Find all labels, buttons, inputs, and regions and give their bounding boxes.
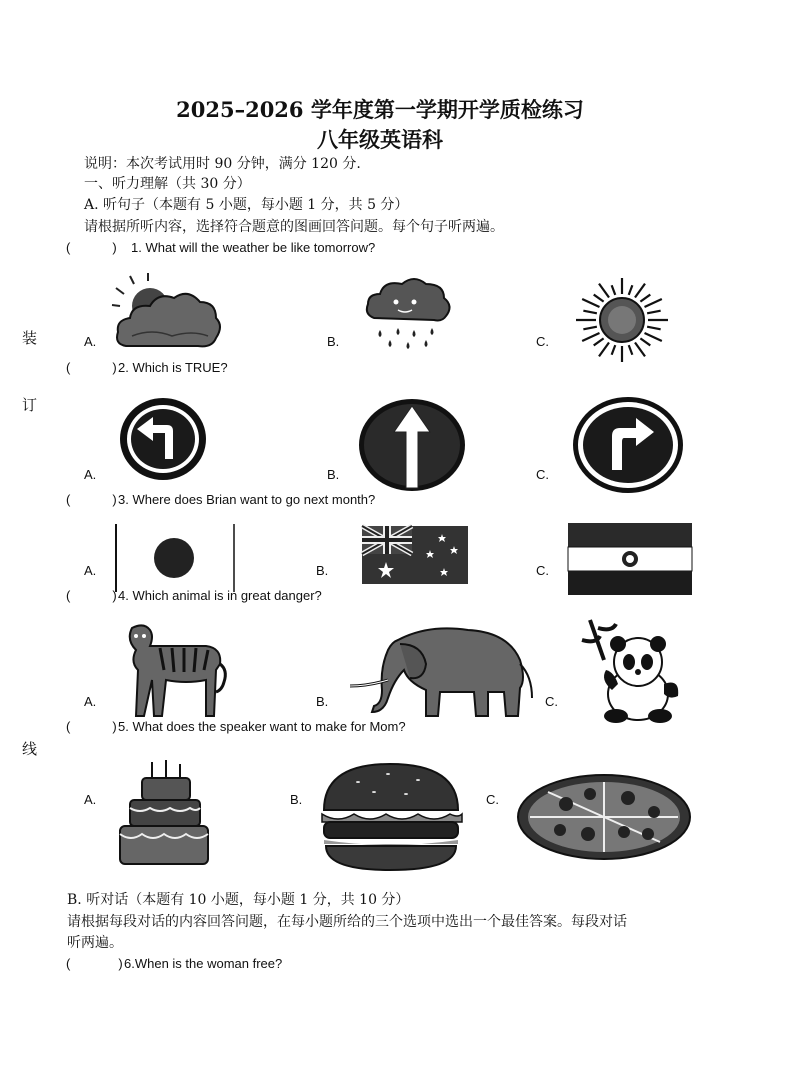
sun-icon[interactable]: [572, 276, 672, 364]
answer-blank[interactable]: ( ): [66, 956, 123, 971]
section-b-heading: B. 听对话（本题有 10 小题，每小题 1 分，共 10 分）: [67, 892, 410, 908]
option-label-a: A.: [84, 334, 97, 349]
section-b-instructions-line1: 请根据每段对话的内容回答问题，在每小题所给的三个选项中选出一个最佳答案。每段对话: [67, 914, 627, 930]
option-label-a: A.: [84, 792, 97, 807]
australia-flag-icon[interactable]: [362, 526, 468, 584]
option-label-b: B.: [290, 792, 303, 807]
hamburger-icon[interactable]: [318, 760, 464, 874]
option-label-b: B.: [327, 334, 340, 349]
sun-ray: [629, 285, 633, 295]
sun-ray: [647, 311, 661, 314]
sun-ray: [647, 327, 661, 330]
exam-note: 说明：本次考试用时 90 分钟，满分 120 分.: [84, 156, 361, 172]
question-5-text: 5. What does the speaker want to make for Mom?: [118, 719, 406, 734]
left-turn-sign-icon[interactable]: [119, 397, 207, 481]
sun-ray: [612, 345, 616, 355]
part-one-heading: 一、听力理解（共 30 分）: [84, 176, 251, 192]
option-label-c: C.: [536, 467, 549, 482]
option-label-b: B.: [316, 563, 329, 578]
answer-blank[interactable]: ( ): [66, 360, 117, 375]
cloudy-icon[interactable]: [112, 276, 224, 350]
binding-char: 线: [22, 740, 38, 758]
option-label-a: A.: [84, 694, 97, 709]
question-6-text: 6.When is the woman free?: [124, 956, 283, 971]
sun-ray: [635, 343, 645, 357]
pizza-icon[interactable]: [516, 772, 692, 862]
sun-ray: [582, 299, 599, 307]
sun-ray: [629, 345, 633, 355]
binding-char: 订: [22, 396, 38, 414]
sun-ray: [612, 285, 616, 295]
answer-blank[interactable]: ( ): [66, 492, 117, 507]
panda-icon[interactable]: [576, 620, 684, 724]
page-subtitle: 八年级英语科: [317, 127, 443, 152]
sun-ray: [635, 284, 645, 298]
right-turn-sign-icon[interactable]: [572, 396, 684, 494]
option-label-c: C.: [536, 334, 549, 349]
page-title: 2025–2026 学年度第一学期开学质检练习: [176, 97, 584, 122]
cake-icon[interactable]: [116, 760, 212, 870]
section-a-instructions: 请根据所听内容，选择符合题意的图画回答问题。每个句子听两遍。: [84, 219, 504, 235]
elephant-icon[interactable]: [348, 620, 536, 720]
question-2-text: 2. Which is TRUE?: [118, 360, 228, 375]
sun-ray: [645, 333, 662, 341]
straight-ahead-sign-icon[interactable]: [358, 398, 466, 492]
sun-ray: [594, 338, 604, 345]
sun-ray: [594, 295, 604, 302]
option-label-b: B.: [316, 694, 329, 709]
option-label-b: B.: [327, 467, 340, 482]
answer-blank[interactable]: ( ): [66, 588, 117, 603]
binding-char: 装: [22, 329, 38, 347]
rain-icon[interactable]: [364, 274, 452, 350]
sun-ray: [599, 284, 609, 298]
sun-ray: [645, 299, 662, 307]
option-label-c: C.: [536, 563, 549, 578]
india-flag-icon[interactable]: [568, 523, 692, 595]
section-a-heading: A. 听句子（本题有 5 小题，每小题 1 分，共 5 分）: [84, 197, 409, 213]
option-label-a: A.: [84, 563, 97, 578]
section-b-instructions-line2: 听两遍。: [67, 935, 123, 951]
sun-ray: [640, 295, 650, 302]
japan-flag-icon[interactable]: [114, 524, 236, 592]
sun-ray: [583, 311, 597, 314]
tiger-icon[interactable]: [116, 620, 228, 720]
question-4-text: 4. Which animal is in great danger?: [118, 588, 322, 603]
question-3-text: 3. Where does Brian want to go next month?: [118, 492, 376, 507]
sun-ray: [599, 343, 609, 357]
sun-ray: [583, 327, 597, 330]
option-label-a: A.: [84, 467, 97, 482]
sun-ray: [640, 338, 650, 345]
option-label-c: C.: [486, 792, 499, 807]
option-label-c: C.: [545, 694, 558, 709]
sun-ray: [582, 333, 599, 341]
answer-blank[interactable]: ( ): [66, 240, 117, 255]
question-1-text: 1. What will the weather be like tomorrow?: [131, 240, 376, 255]
answer-blank[interactable]: ( ): [66, 719, 117, 734]
